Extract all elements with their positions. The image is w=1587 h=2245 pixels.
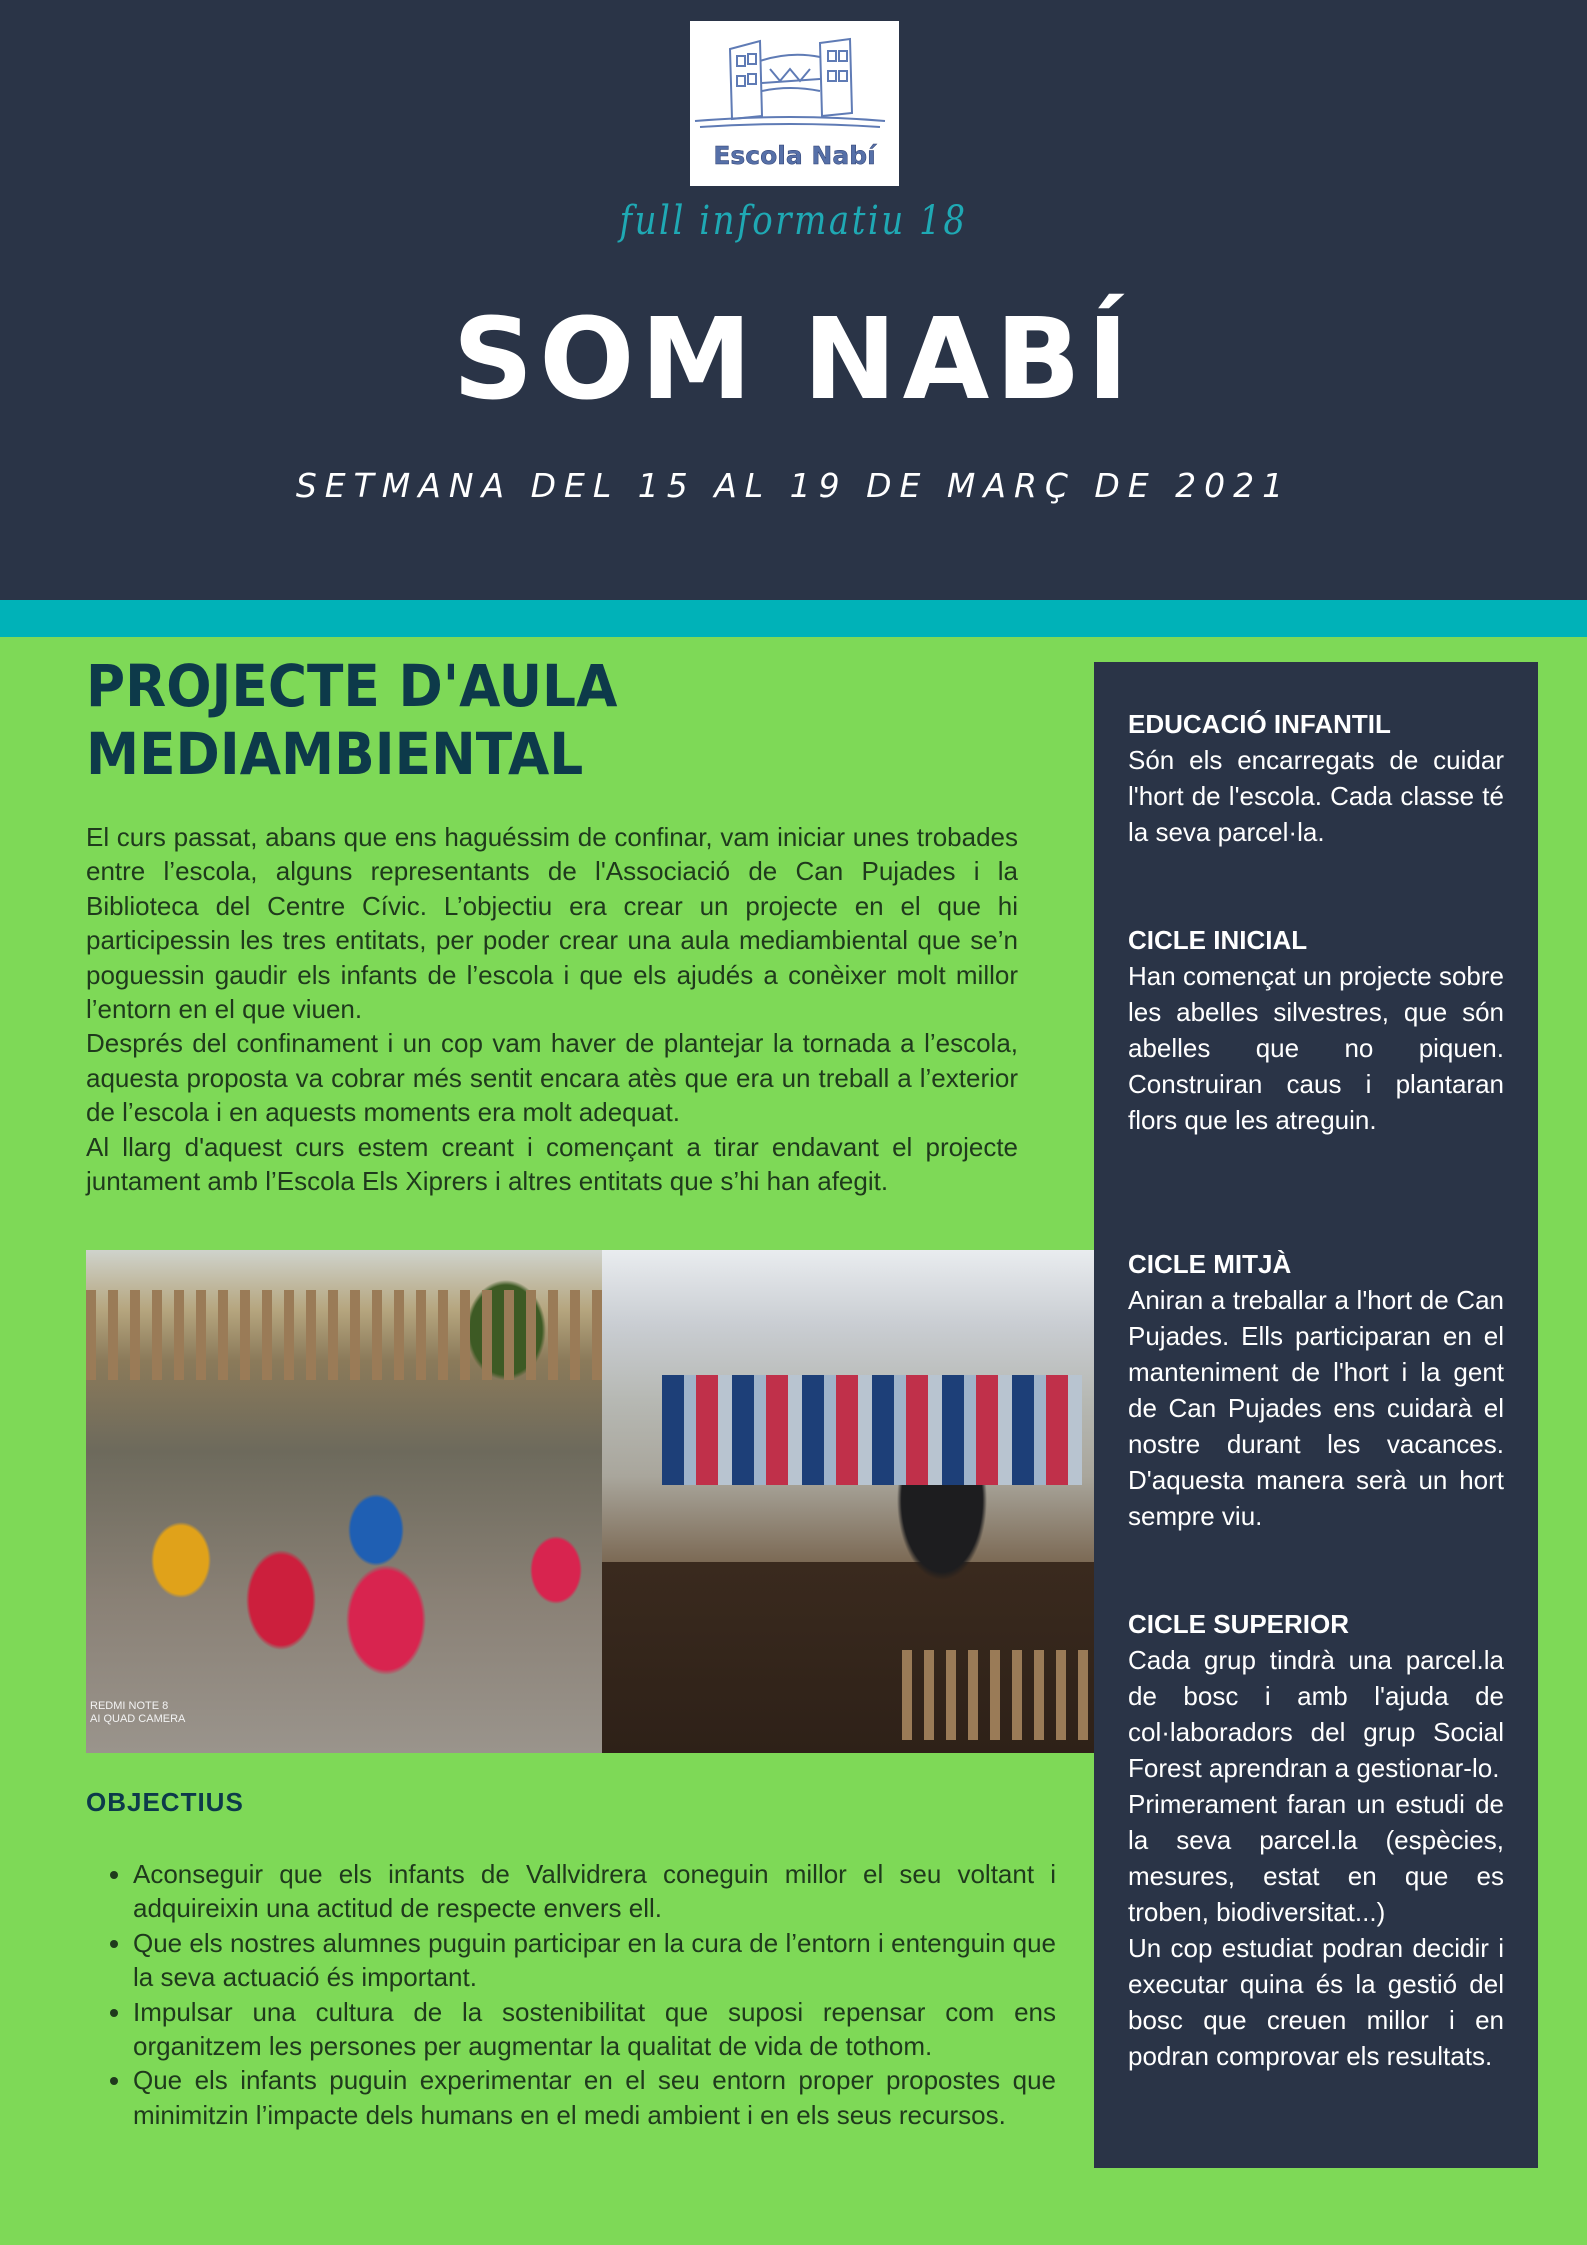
section-heading: CICLE MITJÀ — [1128, 1249, 1292, 1279]
issue-subtitle: full informatiu 18 — [619, 198, 968, 244]
week-dates: SETMANA DEL 15 AL 19 DE MARÇ DE 2021 — [295, 466, 1292, 505]
photo-watermark — [90, 1700, 185, 1726]
logo-text: Escola Nabí — [713, 141, 876, 170]
header-accent-band — [0, 600, 1587, 637]
list-item: • Que els infants puguin experimentar en el seu entorn proper propostes que minimitzin l’impacte dels humans en el medi ambient i en els seus recursos. — [133, 2063, 1056, 2132]
section-heading: EDUCACIÓ INFANTIL — [1128, 709, 1391, 739]
page-title — [86, 652, 914, 788]
children-group — [662, 1375, 1082, 1485]
section-text: Aniran a treballar a l'hort de Can Pujades. Ells participaran en el manteniment de l'hort i la gent de Can Pujades ens cuidarà el nostre durant les vacances. D'aquesta manera serà un hort sempre viu. — [1128, 1285, 1504, 1531]
photo-children-garden-beds — [602, 1250, 1094, 1753]
list-item: • Que els nostres alumnes puguin participar en la cura de l’entorn i entenguin que la seva actuació és important. — [133, 1926, 1056, 1995]
photo-children-sitting-circle — [86, 1250, 602, 1753]
paragraph: Després del confinament i un cop vam haver de plantejar la tornada a l’escola, aquesta proposta va cobrar més sentit encara atès que era un treball a l’exterior de l’escola i en aquests moments era molt adequat. — [86, 1028, 1018, 1128]
newsletter-title: SOM NABÍ — [452, 295, 1135, 425]
section-heading: CICLE SUPERIOR — [1128, 1609, 1350, 1639]
section-text: Primerament faran un estudi de la seva parcel.la (espècies, mesures, estat en que es troben, biodiversitat...) — [1128, 1789, 1504, 1927]
objectives-heading: OBJECTIUS — [86, 1787, 244, 1817]
paragraph: Al llarg d'aquest curs estem creant i començant a tirar endavant el projecte juntament amb l’Escola Els Xiprers i altres entitats que s’hi han afegit. — [86, 1131, 1018, 1197]
section-educacio-infantil — [1128, 706, 1504, 850]
sidebar — [1094, 662, 1538, 2168]
intro-text — [86, 820, 1018, 1198]
objectives-list — [86, 1857, 1056, 2132]
section-cicle-inicial — [1128, 922, 1504, 1138]
list-item: • Aconseguir que els infants de Vallvidrera coneguin millor el seu voltant i adquireixin una actitud de respecte envers ell. — [133, 1857, 1056, 1926]
watermark-line: REDMI NOTE 8 — [90, 1700, 169, 1712]
section-text: Són els encarregats de cuidar l'hort de l'escola. Cada classe té la seva parcel·la. — [1128, 745, 1504, 847]
section-cicle-superior — [1128, 1606, 1504, 2074]
list-item: • Impulsar una cultura de la sostenibilitat que suposi repensar com ens organitzem les persones per augmentar la qualitat de vida de tothom. — [133, 1995, 1056, 2064]
watermark-line: AI QUAD CAMERA — [90, 1713, 186, 1725]
fence — [86, 1290, 602, 1380]
building-drawing-icon — [690, 21, 899, 141]
section-text: Han començat un projecte sobre les abelles silvestres, que són abelles que no piquen. Construiran caus i plantaran flors que les atreguin. — [1128, 961, 1504, 1135]
section-text: Cada grup tindrà una parcel.la de bosc i amb l'ajuda de col·laboradors del grup Social Forest aprendran a gestionar-lo. — [1128, 1645, 1504, 1783]
fence — [902, 1650, 1094, 1740]
page-title-line: PROJECTE D'AULA — [86, 652, 618, 720]
section-cicle-mitja — [1128, 1246, 1504, 1534]
school-logo — [690, 21, 899, 186]
section-heading: CICLE INICIAL — [1128, 925, 1308, 955]
section-text: Un cop estudiat podran decidir i executar quina és la gestió del bosc que creuen millor i en podran comprovar els resultats. — [1128, 1933, 1504, 2071]
paragraph: El curs passat, abans que ens haguéssim de confinar, vam iniciar unes trobades entre l’escola, alguns representants de l'Associació de Can Pujades i la Biblioteca del Centre Cívic. L’objectiu era crear un projecte en el que hi participessin les tres entitats, per poder crear una aula mediambiental que se’n poguessin gaudir els infants de l’escola i que els ajudés a conèixer molt millor l’entorn en el que viuen. — [86, 822, 1018, 1025]
page-title-line: MEDIAMBIENTAL — [86, 720, 584, 788]
